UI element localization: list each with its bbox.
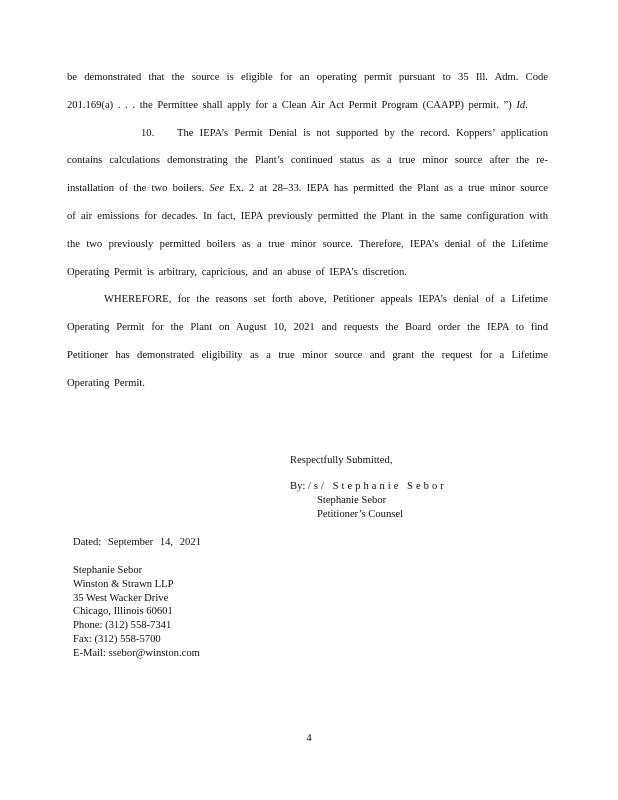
paragraph-continuation — [67, 64, 548, 120]
contact-block — [73, 564, 200, 661]
paragraph-text: . — [525, 99, 528, 111]
signature-closing: Respectfully Submitted, — [290, 455, 393, 466]
contact-city: Chicago, Illinois 60601 — [73, 606, 173, 618]
contact-street: 35 West Wacker Drive — [73, 592, 169, 604]
contact-phone: Phone: (312) 558-7341 — [73, 620, 172, 632]
contact-email: E-Mail: ssebor@winston.com — [73, 647, 200, 659]
body-text — [67, 64, 548, 398]
paragraph-text: be demonstrated that the source is eligible for an operating permit pursuant to 35 Ill. Adm. Code 201.169(a) . . . the Permittee shall apply for a Clean Air Act Permit Program (CAAPP) permit. ”) — [67, 72, 548, 111]
contact-firm: Winston & Strawn LLP — [73, 578, 174, 590]
page-number: 4 — [306, 733, 312, 744]
paragraph-text: Ex. 2 at 28–33. IEPA has permitted the Plant as a true minor source of air emissions for decades. In fact, IEPA previously permitted the Plant in the same configuration with the two previously permitted boilers as a true minor source. Therefore, IEPA’s denial of the Lifetime Operating Permit is arbitrary, capricious, and an abuse of IEPA’s discretion. — [67, 183, 548, 278]
paragraph-number: 10. — [141, 127, 155, 139]
signature-by-label: By: — [290, 481, 306, 492]
citation-id: Id — [516, 99, 526, 111]
citation-see: See — [209, 183, 225, 195]
date-line: Dated: September 14, 2021 — [73, 537, 201, 548]
signature-block — [290, 454, 447, 522]
paragraph-text: WHEREFORE, for the reasons set forth above, Petitioner appeals IEPA’s denial of a Lifetime Operating Permit for the Plant on August 10, 2021 and requests the Board order the IEPA to find Petitioner has demonstrated eligibility as a true minor source and grant the request for a Lifetime Operating Permit. — [67, 294, 548, 389]
electronic-signature: /s/ Stephanie Sebor — [307, 481, 447, 492]
signer-role: Petitioner’s Counsel — [317, 509, 404, 520]
contact-name: Stephanie Sebor — [73, 565, 143, 576]
signer-name: Stephanie Sebor — [317, 495, 387, 506]
contact-fax: Fax: (312) 558-5700 — [73, 633, 161, 645]
paragraph-text: The IEPA’s Permit Denial is not supported by the record. Koppers’ application contains calculations demonstrating the Plant’s continued status as a true minor source after the re-installation of the two boilers. — [67, 127, 548, 195]
paragraph-10 — [67, 120, 548, 287]
paragraph-wherefore — [67, 286, 548, 397]
signature-line — [290, 480, 447, 494]
